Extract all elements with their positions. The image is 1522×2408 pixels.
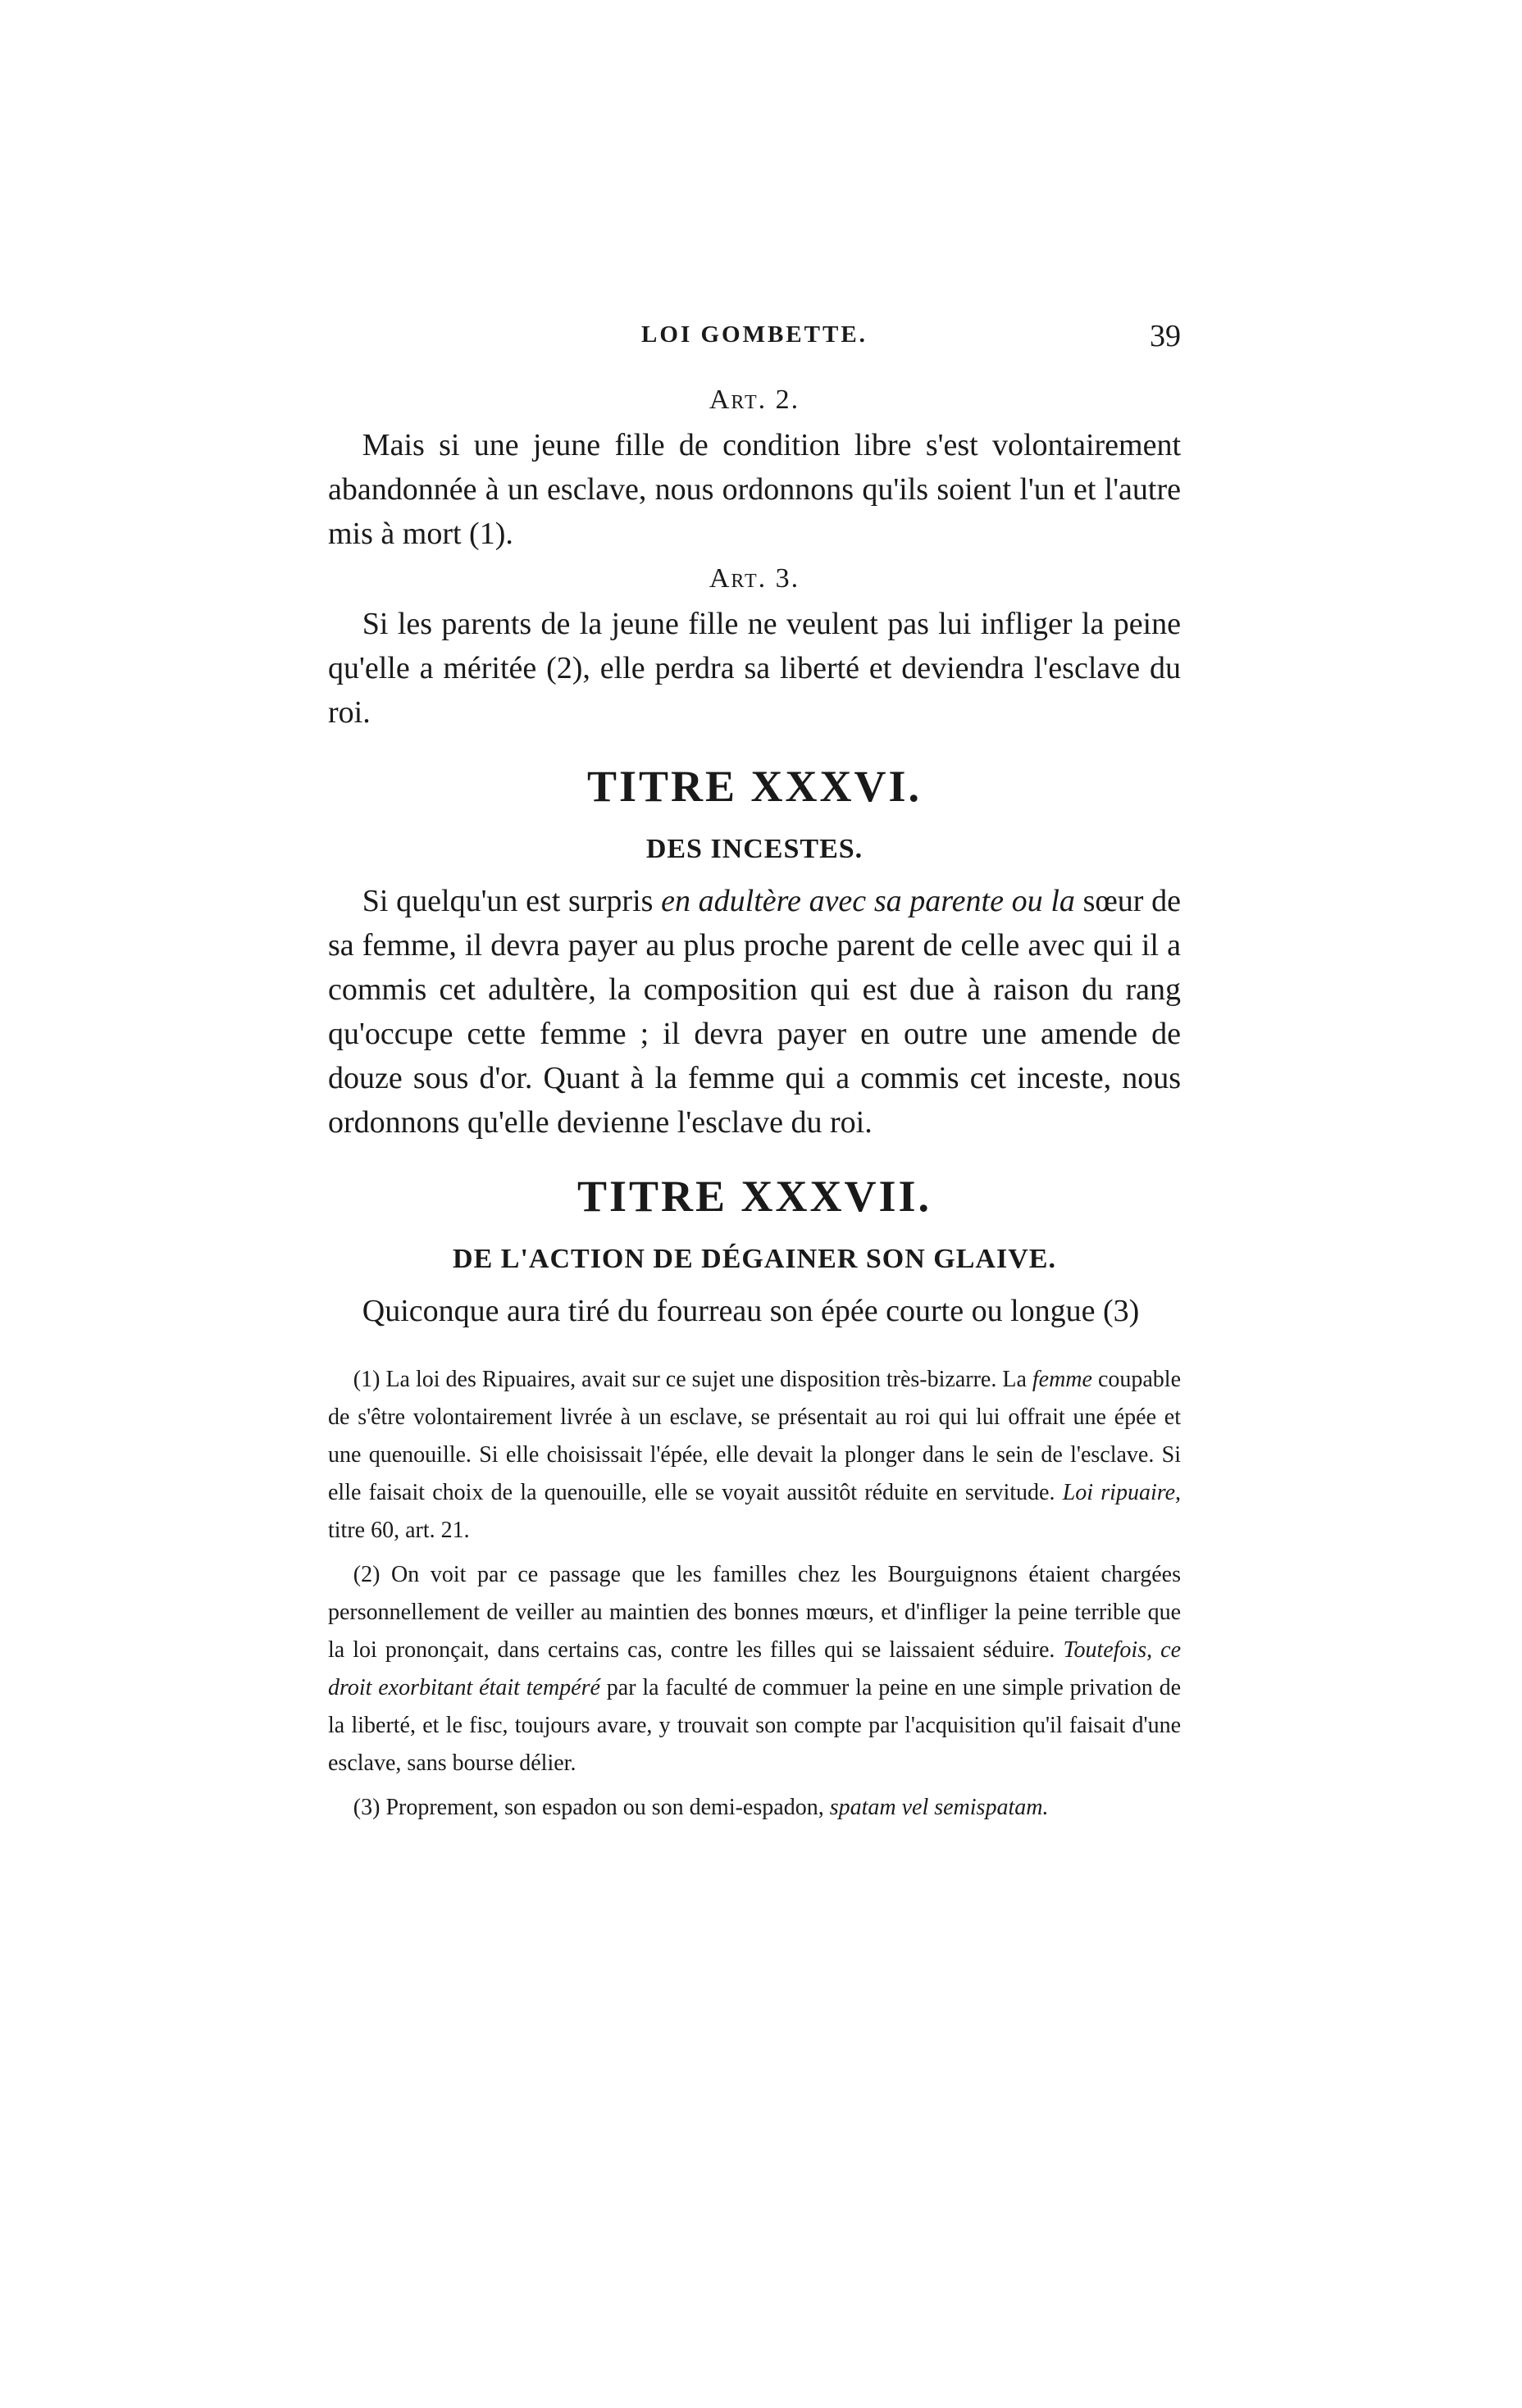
titre-36-subtitle: DES INCESTES. bbox=[645, 834, 864, 864]
titre-36-text-a: Si quelqu'un est surpris bbox=[362, 884, 662, 918]
article-3-text: Si les parents de la jeune fille ne veulent pas lui infliger la peine qu'elle a méritée (2), elle perdra sa liberté et deviendra l'esclave du roi. bbox=[328, 607, 1181, 730]
titre-36-heading: TITRE XXXVI. bbox=[586, 762, 923, 811]
page-number: 39 bbox=[1150, 319, 1181, 353]
footnote-1-em2: Loi ripuaire, bbox=[1062, 1480, 1182, 1505]
titre-36-text bbox=[328, 879, 1181, 1145]
footnote-3-em: spatam vel semispatam. bbox=[829, 1795, 1049, 1820]
footnote-1-b: coupable de s'être volontairement livrée à un esclave, se présentait au roi qui lui offrait une épée et une quenouille. Si elle choisissait l'épée, elle devait la plonger dans le sein de l'esclave. Si elle faisait choix de la quenouille, elle se voyait aussitôt réduite en servitude. bbox=[328, 1367, 1182, 1505]
running-title: LOI GOMBETTE. bbox=[641, 321, 868, 348]
footnote-1-em1: femme bbox=[1032, 1367, 1092, 1392]
main-text bbox=[328, 377, 1181, 1333]
footnote-2 bbox=[328, 1556, 1181, 1782]
titre-37-heading: TITRE XXXVII. bbox=[576, 1172, 932, 1221]
footnote-2-em: Toutefois, ce droit exorbitant était tempéré bbox=[328, 1637, 1182, 1700]
footnote-2-b: par la faculté de commuer la peine en une simple privation de la liberté, et le fisc, toujours avare, y trouvait son compte par l'acquisition qu'il faisait d'une esclave, sans bourse délier. bbox=[328, 1675, 1182, 1776]
titre-37-text: Quiconque aura tiré du fourreau son épée courte ou longue (3) bbox=[362, 1294, 1140, 1328]
footnote-2-a: (2) On voit par ce passage que les familles chez les Bourguignons étaient chargées personnellement de veiller au maintien des bonnes mœurs, et d'infliger la peine terrible que la loi prononçait, dans certains cas, contre les filles qui se laissaient séduire. bbox=[328, 1562, 1181, 1663]
titre-36-text-b: sœur de sa femme, il devra payer au plus proche parent de celle avec qui il a commis cet adultère, la composition qui est due à raison du rang qu'occupe cette femme ; il devra payer en outre une amende de douze sous d'or. Quant à la femme qui a commis cet inceste, nous ordonnons qu'elle devienne l'esclave du roi. bbox=[328, 884, 1181, 1140]
footnote-3 bbox=[328, 1789, 1181, 1827]
footnotes bbox=[328, 1361, 1181, 1833]
footnote-1-c: titre 60, art. 21. bbox=[328, 1518, 470, 1543]
article-2-heading: Art. 2. bbox=[709, 385, 800, 415]
article-2-text: Mais si une jeune fille de condition libre s'est volontairement abandonnée à un esclave, nous ordonnons qu'ils soient l'un et l'autre mis à mort (1). bbox=[328, 428, 1181, 551]
page-header bbox=[328, 321, 1181, 362]
footnote-1 bbox=[328, 1361, 1181, 1550]
article-3-heading: Art. 3. bbox=[709, 563, 800, 594]
titre-37-subtitle: DE L'ACTION DE DÉGAINER SON GLAIVE. bbox=[453, 1244, 1056, 1274]
footnote-3-a: (3) Proprement, son espadon ou son demi-espadon, bbox=[353, 1795, 830, 1820]
titre-36-text-em: en adultère avec sa parente ou la bbox=[661, 884, 1075, 918]
footnote-1-a: (1) La loi des Ripuaires, avait sur ce sujet une disposition très-bizarre. La bbox=[353, 1367, 1032, 1392]
